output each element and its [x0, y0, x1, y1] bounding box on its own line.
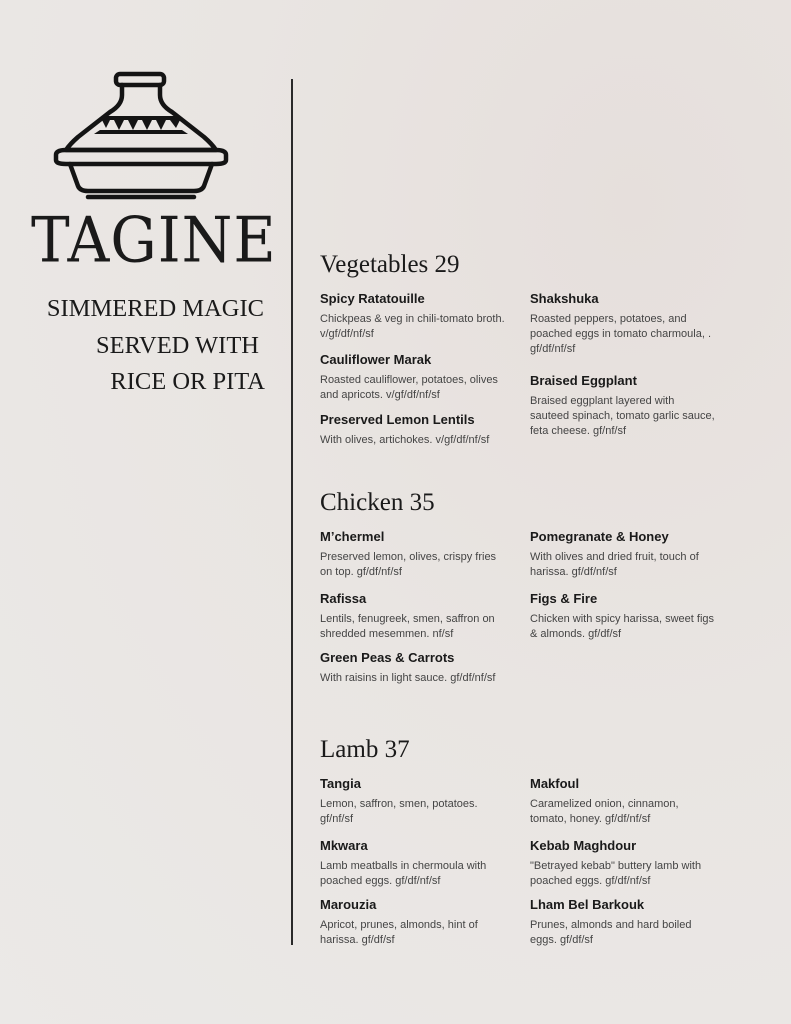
menu-item-desc: Caramelized onion, cinnamon, tomato, honey. gf/df/nf/sf — [530, 798, 679, 825]
menu-item — [530, 529, 715, 580]
menu-item-name: Figs & Fire — [530, 591, 598, 606]
menu-item — [320, 291, 505, 342]
menu-item — [320, 650, 505, 686]
menu-item-desc: Roasted peppers, potatoes, and poached eggs in tomato charmoula, . gf/df/nf/sf — [530, 313, 712, 355]
menu-item — [320, 897, 505, 948]
menu-item-name: Tangia — [320, 776, 361, 791]
section-title-chicken: Chicken 35 — [320, 489, 435, 516]
menu-item-name: Rafissa — [320, 591, 367, 606]
menu-item-name: Marouzia — [320, 897, 377, 912]
menu-item — [530, 591, 715, 642]
menu-item-name: Makfoul — [530, 776, 580, 791]
menu-item — [530, 291, 715, 357]
menu-item — [320, 776, 505, 827]
vertical-divider — [291, 79, 293, 945]
menu-item — [530, 776, 715, 827]
menu-item-desc: Prunes, almonds and hard boiled eggs. gf/df/sf — [530, 919, 692, 946]
menu-item-name: Shakshuka — [530, 291, 599, 306]
tagline-line: RICE OR PITA — [110, 368, 265, 395]
menu-item — [320, 838, 505, 889]
menu-item-desc: With olives and dried fruit, touch of harissa. gf/df/nf/sf — [530, 551, 699, 578]
section-title-vegetables: Vegetables 29 — [320, 251, 460, 278]
menu-item-desc: With raisins in light sauce. gf/df/nf/sf — [320, 672, 496, 684]
menu-item-name: Kebab Maghdour — [530, 838, 637, 853]
menu-item-name: Green Peas & Carrots — [320, 650, 455, 665]
tagine-pot-icon — [52, 70, 230, 205]
menu-item-name: Spicy Ratatouille — [320, 291, 425, 306]
menu-item-desc: Roasted cauliflower, potatoes, olives and apricots. v/gf/df/nf/sf — [320, 374, 498, 401]
menu-item-name: Lham Bel Barkouk — [530, 897, 645, 912]
menu-item-desc: Chickpeas & veg in chili-tomato broth. v/gf/df/nf/sf — [320, 313, 505, 340]
menu-item-desc: "Betrayed kebab" buttery lamb with poached eggs. gf/df/nf/sf — [530, 860, 702, 887]
menu-item — [530, 838, 715, 889]
tagline-line: SERVED WITH — [96, 331, 259, 359]
menu-item-name: Pomegranate & Honey — [530, 529, 669, 544]
menu-item-desc: Apricot, prunes, almonds, hint of harissa. gf/df/sf — [320, 919, 478, 946]
menu-item-desc: Preserved lemon, olives, crispy fries on top. gf/df/nf/sf — [320, 551, 497, 578]
tagline — [30, 291, 265, 401]
brand-name: TAGINE — [31, 203, 277, 277]
menu-item-name: Cauliflower Marak — [320, 352, 432, 367]
tagline-line: SIMMERED MAGIC — [46, 295, 264, 322]
menu-item — [320, 412, 505, 448]
menu-item-desc: Lemon, saffron, smen, potatoes. gf/nf/sf — [320, 798, 478, 825]
menu-item-name: M’chermel — [320, 529, 385, 544]
menu-item-name: Braised Eggplant — [530, 373, 637, 388]
menu-item-desc: Braised eggplant layered with sauteed spinach, tomato garlic sauce, feta cheese. gf/nf/sf — [530, 395, 715, 437]
menu-item-desc: Lentils, fenugreek, smen, saffron on shredded mesemmen. nf/sf — [320, 613, 495, 640]
menu-item-name: Preserved Lemon Lentils — [320, 412, 475, 427]
menu-item-name: Mkwara — [320, 838, 368, 853]
menu-item — [320, 591, 505, 642]
section-title-lamb: Lamb 37 — [320, 736, 410, 763]
menu-item — [530, 897, 715, 948]
menu-item — [320, 529, 505, 580]
menu-item — [320, 352, 505, 403]
menu-item-desc: With olives, artichokes. v/gf/df/nf/sf — [320, 434, 490, 446]
menu-item — [530, 373, 715, 439]
menu-item-desc: Lamb meatballs in chermoula with poached eggs. gf/df/nf/sf — [320, 860, 487, 887]
menu-item-desc: Chicken with spicy harissa, sweet figs & almonds. gf/df/sf — [530, 613, 715, 640]
